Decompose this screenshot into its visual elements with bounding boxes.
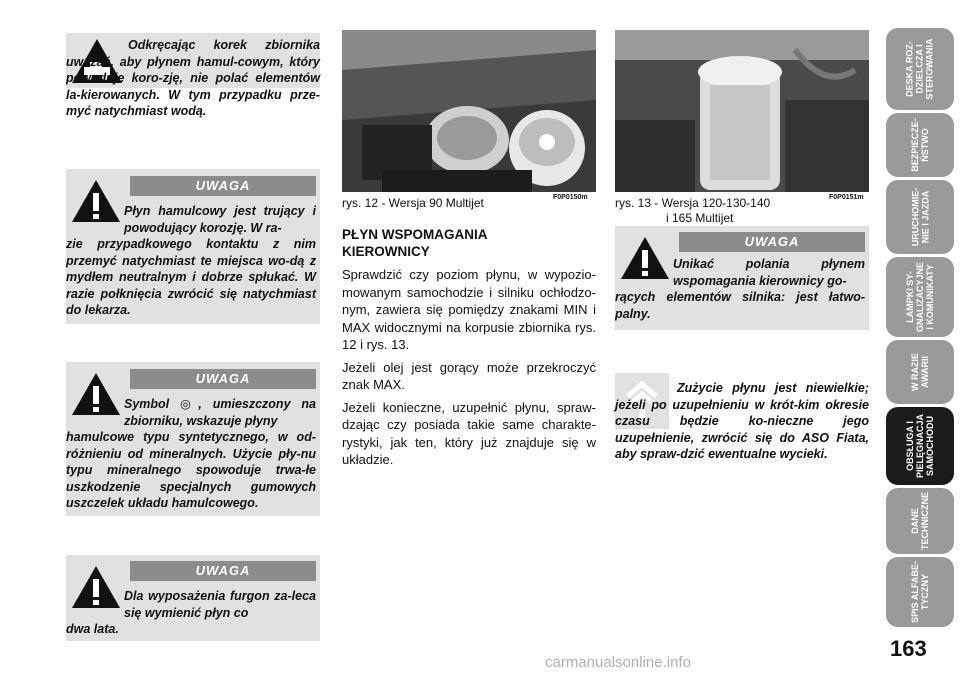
paragraph-1: Sprawdzić czy poziom płynu, w wypozio-mowanym samochodzie i silniku ochłodzo-nym, zawiera się pomiędzy znakami MIN i MAX widocznymi na korpusie zbiornika rys. 12 i rys. 13. [342,267,596,352]
environment-note: Zużycie płynu jest niewielkie; jeżeli po uzupełnieniu w krót-kim okresie czasu będzie ko-nieczne jego uzupełnienie, zwrócić się do ASO Fiata, aby spraw-dzić ewentualne wycieki. [615,381,869,461]
figure-caption-13 [615,196,770,226]
figure-code-13: F0P0151m [829,194,864,201]
warning-text-1: Płyn hamulcowy jest trujący i powodujący korozję. W ra- zie przypadkowego kontaktu z nim przemyć natychmiast te miejsca wo-dą z mydłem neutralnym i dobrze spłukać. W razie połknięcia zwrócić się natychmiast do lekarza. [66,204,316,317]
warning-text-4: Unikać polania płynem wspomagania kierownicy go- rących elementów silnika: jest łatwo-palny. [615,257,865,321]
tab-emergency[interactable]: W RAZIE AWARII [886,340,954,404]
figure-caption-12: rys. 12 - Wersja 90 Multijet [342,196,484,210]
figure-caption-line-1: rys. 13 - Wersja 120-130-140 [615,196,771,210]
paragraph-2: Jeżeli olej jest gorący może przekroczyć znak MAX. [342,359,596,392]
warning-heading: UWAGA [130,561,316,581]
section-heading: PŁYN WSPOMAGANIA KIEROWNICY [342,227,487,259]
figure-caption-line-2: i 165 Multijet [666,211,734,225]
tab-dashboard[interactable]: DESKA ROZ- DZIELCZA I STEROWANIA [886,28,954,110]
tab-technical-data[interactable]: DANE TECHNICZNE [886,488,954,554]
warning-text-3: Dla wyposażenia furgon za-leca się wymienić płyn co dwa lata. [66,589,316,636]
caution-note: Odkręcając korek zbiornika uważać, aby płynem hamul-cowym, który powoduje koro-zję, nie polać elementów la-kierowanych. W tym przypadku prze-myć natychmiast wodą. [66,38,320,118]
tab-index[interactable]: SPIS ALFABE- TYCZNY [886,557,954,627]
warning-heading: UWAGA [130,176,316,196]
warning-text-2: Symbol ◎, umieszczony na zbiorniku, wskazuje płyny hamulcowe typu syntetycznego, w od-różnieniu od mineralnych. Użycie pły-nu typu mineralnego spowoduje trwa-łe uszkodzenie specjalnych gumowych uszczelek układu hamulcowego. [66,397,316,510]
engine-bay-photo-12 [342,30,596,192]
tab-maintenance[interactable]: OBSŁUGA I PIELĘGNACJA SAMOCHODU [886,407,954,485]
tab-warning-lights[interactable]: LAMPKI SY- GNALIZACYJNE I KOMUNIKATY [886,257,954,337]
warning-heading: UWAGA [679,232,865,252]
tab-safety[interactable]: BEZPIECZE- ŃSTWO [886,113,954,177]
warning-heading: UWAGA [130,369,316,389]
body-text [342,266,596,474]
engine-bay-photo-13 [615,30,869,192]
watermark: carmanualsonline.info [545,654,691,671]
figure-code-12: F0P0150m [553,194,588,201]
paragraph-3: Jeżeli konieczne, uzupełnić płynu, spraw-dzając czy posiada takie same charakte-rystyki, jak ten, który już znajduje się w układzie. [342,399,596,467]
tab-starting-driving[interactable]: URUCHOMIE- NIE I JAZDA [886,180,954,254]
page-number: 163 [890,636,927,661]
